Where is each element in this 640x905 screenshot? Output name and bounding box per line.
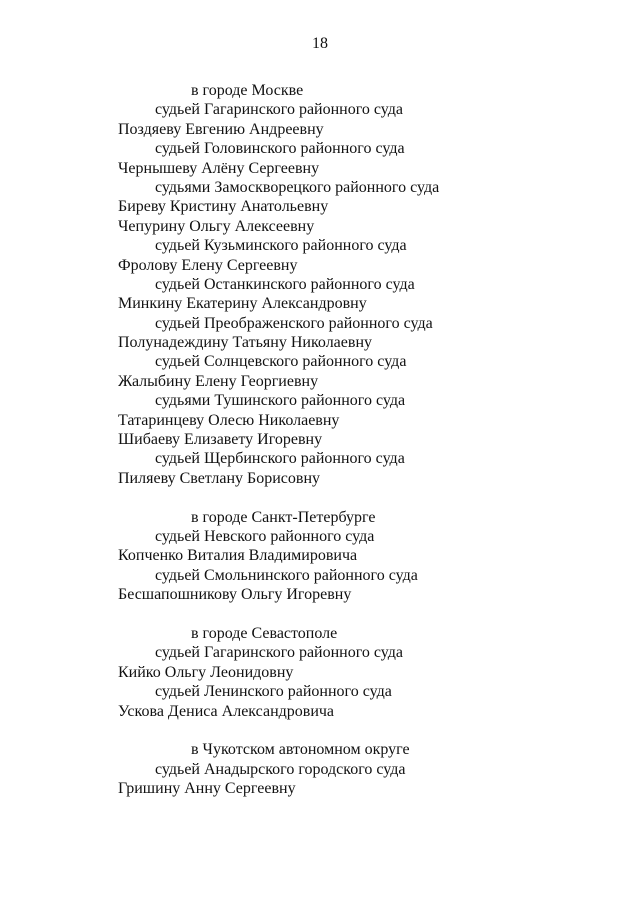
- judge-name: Пиляеву Светлану Борисовну: [118, 469, 321, 487]
- judge-name: Поздяеву Евгению Андреевну: [118, 120, 324, 138]
- judge-name: Бесшапошникову Ольгу Игоревну: [118, 586, 352, 604]
- judge-name: Ускова Дениса Александровича: [118, 702, 335, 720]
- judge-name: Татаринцеву Олесю Николаевну: [118, 411, 340, 429]
- court-line: судьей Преображенского районного суда: [155, 314, 433, 332]
- judge-name: Чернышеву Алёну Сергеевну: [118, 159, 320, 177]
- region-section: [118, 740, 618, 798]
- court-line: судьей Гагаринского районного суда: [155, 101, 404, 119]
- region-heading: в городе Санкт-Петербурге: [191, 508, 376, 526]
- judge-name: Кийко Ольгу Леонидовну: [118, 663, 294, 681]
- appointments-list: [118, 81, 618, 798]
- court-line: судьей Останкинского районного суда: [155, 275, 415, 293]
- judge-name: Полунадеждину Татьяну Николаевну: [118, 334, 372, 352]
- judge-name: Жалыбину Елену Георгиевну: [118, 372, 319, 390]
- court-line: судьей Гагаринского районного суда: [155, 644, 404, 662]
- court-line: судьями Замоскворецкого районного суда: [155, 178, 440, 196]
- court-line: судьей Головинского районного суда: [155, 140, 405, 158]
- judge-name: Копченко Виталия Владимировича: [118, 547, 358, 565]
- court-line: судьей Кузьминского районного суда: [155, 237, 407, 255]
- judge-name: Чепурину Ольгу Алексеевну: [118, 217, 315, 235]
- court-line: судьей Солнцевского районного суда: [155, 353, 407, 371]
- judge-name: Биреву Кристину Анатольевну: [118, 198, 329, 216]
- region-section: [118, 81, 618, 488]
- court-line: судьями Тушинского районного суда: [155, 392, 406, 410]
- region-heading: в городе Севастополе: [191, 624, 338, 642]
- judge-name: Шибаеву Елизавету Игоревну: [118, 431, 323, 449]
- region-section: [118, 624, 618, 721]
- page-number: 18: [312, 35, 328, 52]
- court-line: судьей Ленинского районного суда: [155, 683, 392, 701]
- region-heading: в городе Москве: [191, 82, 304, 99]
- judge-name: Фролову Елену Сергеевну: [118, 256, 298, 274]
- court-line: судьей Щербинского районного суда: [155, 450, 405, 468]
- region-section: [118, 508, 618, 605]
- region-heading: в Чукотском автономном округе: [191, 741, 410, 759]
- judge-name: Гришину Анну Сергеевну: [118, 780, 296, 798]
- court-line: судьей Анадырского городского суда: [155, 760, 406, 778]
- judge-name: Минкину Екатерину Александровну: [118, 295, 367, 313]
- court-line: судьей Смольнинского районного суда: [155, 566, 418, 584]
- court-line: судьей Невского районного суда: [155, 527, 375, 545]
